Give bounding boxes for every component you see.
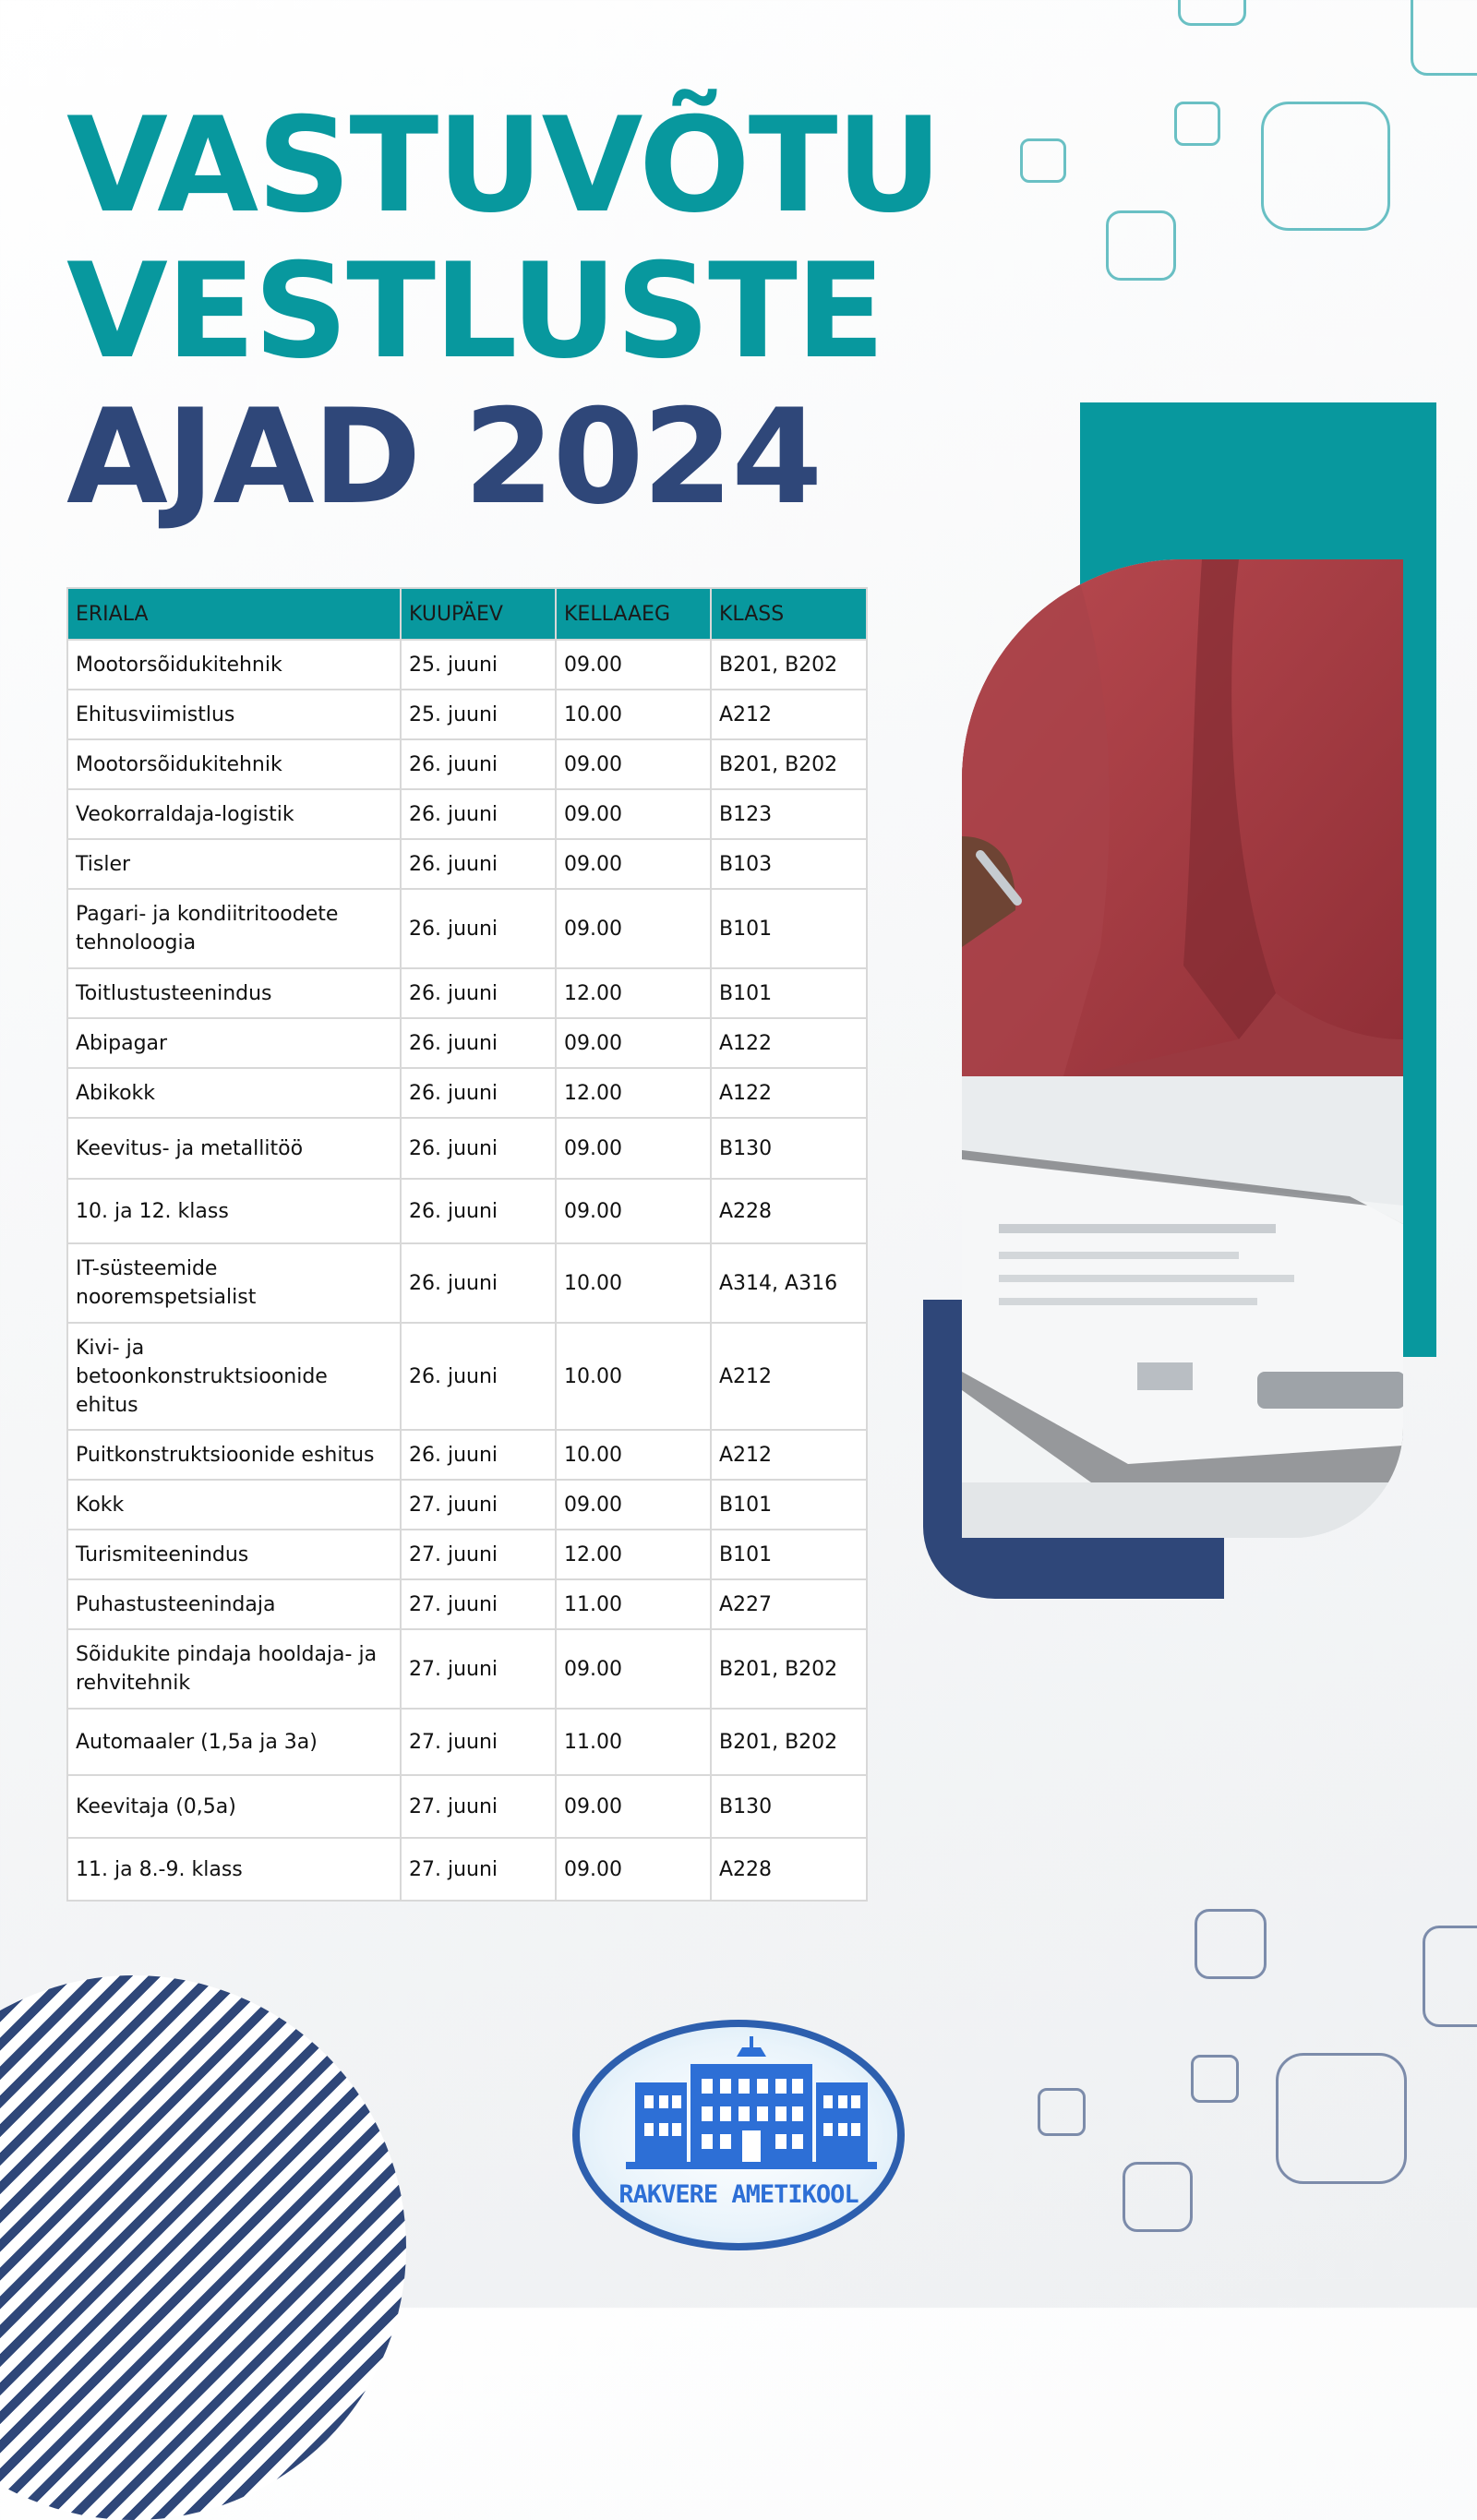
table-body [67, 640, 867, 1901]
decorative-square [1195, 1909, 1267, 1979]
school-building-icon [580, 2027, 897, 2243]
cell-kuupaev: 26. juuni [401, 889, 556, 968]
cell-kuupaev: 25. juuni [401, 640, 556, 690]
cell-eriala: Kivi- ja betoonkonstruktsioonide ehitus [67, 1323, 401, 1430]
cell-kellaaeg: 09.00 [556, 839, 711, 889]
cell-eriala: IT-süsteemide nooremspetsialist [67, 1243, 401, 1323]
decorative-square [1411, 0, 1477, 76]
cell-kuupaev: 27. juuni [401, 1579, 556, 1629]
cell-klass: A228 [711, 1179, 867, 1243]
cell-klass: A122 [711, 1018, 867, 1068]
cell-klass: B103 [711, 839, 867, 889]
cell-klass: A122 [711, 1068, 867, 1118]
cell-kuupaev: 26. juuni [401, 789, 556, 839]
table-row [67, 640, 867, 690]
cell-klass: B201, B202 [711, 739, 867, 789]
cell-kellaaeg: 09.00 [556, 1838, 711, 1901]
decorative-square [1178, 0, 1246, 26]
interview-photo [962, 559, 1403, 1538]
cell-eriala: Mootorsõidukitehnik [67, 640, 401, 690]
schedule-table [66, 587, 868, 1902]
decorative-square [1123, 2162, 1193, 2232]
cell-eriala: Automaaler (1,5a ja 3a) [67, 1709, 401, 1775]
cell-klass: A228 [711, 1838, 867, 1901]
table-row [67, 839, 867, 889]
cell-kuupaev: 27. juuni [401, 1530, 556, 1579]
title-line-3: AJAD 2024 [66, 381, 822, 534]
decorative-square [1423, 1926, 1477, 2027]
cell-kuupaev: 27. juuni [401, 1629, 556, 1709]
cell-kellaaeg: 09.00 [556, 1018, 711, 1068]
cell-eriala: Tisler [67, 839, 401, 889]
cell-kellaaeg: 09.00 [556, 640, 711, 690]
cell-klass: B101 [711, 968, 867, 1018]
cell-eriala: 10. ja 12. klass [67, 1179, 401, 1243]
header-klass: KLASS [711, 588, 867, 640]
cell-klass: B101 [711, 1530, 867, 1579]
table-row [67, 690, 867, 739]
cell-kuupaev: 27. juuni [401, 1480, 556, 1530]
cell-kuupaev: 26. juuni [401, 1430, 556, 1480]
cell-kellaaeg: 10.00 [556, 690, 711, 739]
cell-eriala: Turismiteenindus [67, 1530, 401, 1579]
cell-kuupaev: 27. juuni [401, 1838, 556, 1901]
decorative-square [1261, 102, 1390, 231]
cell-klass: A227 [711, 1579, 867, 1629]
cell-klass: B201, B202 [711, 1709, 867, 1775]
table-row [67, 1838, 867, 1901]
cell-kuupaev: 27. juuni [401, 1709, 556, 1775]
cell-kuupaev: 26. juuni [401, 1179, 556, 1243]
cell-kuupaev: 26. juuni [401, 1018, 556, 1068]
decorative-square [1276, 2053, 1407, 2184]
cell-klass: A212 [711, 690, 867, 739]
table-row [67, 1018, 867, 1068]
rakvere-ametikool-logo [572, 2020, 905, 2250]
header-eriala: ERIALA [67, 588, 401, 640]
cell-kuupaev: 26. juuni [401, 1243, 556, 1323]
decorative-square [1174, 102, 1220, 146]
cell-klass: B201, B202 [711, 1629, 867, 1709]
cell-klass: A212 [711, 1430, 867, 1480]
table-row [67, 1480, 867, 1530]
cell-eriala: Abikokk [67, 1068, 401, 1118]
decorative-square [1106, 210, 1176, 281]
cell-kellaaeg: 12.00 [556, 968, 711, 1018]
title-line-1: VASTUVÕTU [66, 90, 941, 242]
cell-kuupaev: 27. juuni [401, 1775, 556, 1838]
table-row [67, 1629, 867, 1709]
cell-kellaaeg: 09.00 [556, 1629, 711, 1709]
decorative-square [1020, 138, 1066, 183]
table-row [67, 1068, 867, 1118]
cell-kellaaeg: 09.00 [556, 889, 711, 968]
cell-klass: A212 [711, 1323, 867, 1430]
cell-kuupaev: 26. juuni [401, 1068, 556, 1118]
cell-kellaaeg: 09.00 [556, 1480, 711, 1530]
cell-eriala: Keevitus- ja metallitöö [67, 1118, 401, 1179]
cell-kellaaeg: 09.00 [556, 789, 711, 839]
cell-eriala: Mootorsõidukitehnik [67, 739, 401, 789]
cell-klass: B130 [711, 1775, 867, 1838]
table-row [67, 1323, 867, 1430]
cell-eriala: Sõidukite pindaja hooldaja- ja rehvitehnik [67, 1629, 401, 1709]
table-row [67, 1179, 867, 1243]
cell-eriala: Puitkonstruktsioonide eshitus [67, 1430, 401, 1480]
table-row [67, 1430, 867, 1480]
cell-kuupaev: 26. juuni [401, 968, 556, 1018]
cell-eriala: Ehitusviimistlus [67, 690, 401, 739]
cell-kellaaeg: 10.00 [556, 1430, 711, 1480]
cell-kellaaeg: 11.00 [556, 1579, 711, 1629]
table-row [67, 789, 867, 839]
cell-klass: B101 [711, 1480, 867, 1530]
cell-eriala: Keevitaja (0,5a) [67, 1775, 401, 1838]
cell-kellaaeg: 09.00 [556, 1775, 711, 1838]
cell-eriala: Kokk [67, 1480, 401, 1530]
title-line-2: VESTLUSTE [66, 235, 883, 388]
table-row [67, 1579, 867, 1629]
cell-eriala: Abipagar [67, 1018, 401, 1068]
cell-eriala: Veokorraldaja-logistik [67, 789, 401, 839]
photo-illustration [962, 559, 1403, 1538]
table-row [67, 1709, 867, 1775]
cell-eriala: Toitlustusteenindus [67, 968, 401, 1018]
cell-kellaaeg: 12.00 [556, 1530, 711, 1579]
header-kellaaeg: KELLAAEG [556, 588, 711, 640]
logo-text: RAKVERE AMETIKOOL [618, 2180, 859, 2209]
table-row [67, 1530, 867, 1579]
cell-kuupaev: 26. juuni [401, 839, 556, 889]
cell-klass: B130 [711, 1118, 867, 1179]
cell-kellaaeg: 10.00 [556, 1323, 711, 1430]
table-row [67, 739, 867, 789]
table-row [67, 968, 867, 1018]
cell-klass: A314, A316 [711, 1243, 867, 1323]
striped-circle-decoration [0, 1975, 406, 2520]
cell-klass: B123 [711, 789, 867, 839]
cell-kellaaeg: 09.00 [556, 1179, 711, 1243]
table-row [67, 1118, 867, 1179]
cell-kellaaeg: 12.00 [556, 1068, 711, 1118]
cell-kuupaev: 26. juuni [401, 739, 556, 789]
table-header [67, 588, 867, 640]
cell-kuupaev: 26. juuni [401, 1323, 556, 1430]
decorative-square [1038, 2088, 1086, 2136]
cell-eriala: Pagari- ja kondiitritoodete tehnoloogia [67, 889, 401, 968]
cell-kellaaeg: 10.00 [556, 1243, 711, 1323]
cell-klass: B101 [711, 889, 867, 968]
cell-klass: B201, B202 [711, 640, 867, 690]
cell-kellaaeg: 11.00 [556, 1709, 711, 1775]
cell-kellaaeg: 09.00 [556, 1118, 711, 1179]
header-kuupaev: KUUPÄEV [401, 588, 556, 640]
table-row [67, 1775, 867, 1838]
table-row [67, 889, 867, 968]
cell-eriala: 11. ja 8.-9. klass [67, 1838, 401, 1901]
table-row [67, 1243, 867, 1323]
cell-kellaaeg: 09.00 [556, 739, 711, 789]
cell-kuupaev: 26. juuni [401, 1118, 556, 1179]
cell-kuupaev: 25. juuni [401, 690, 556, 739]
cell-eriala: Puhastusteenindaja [67, 1579, 401, 1629]
decorative-square [1191, 2055, 1239, 2103]
